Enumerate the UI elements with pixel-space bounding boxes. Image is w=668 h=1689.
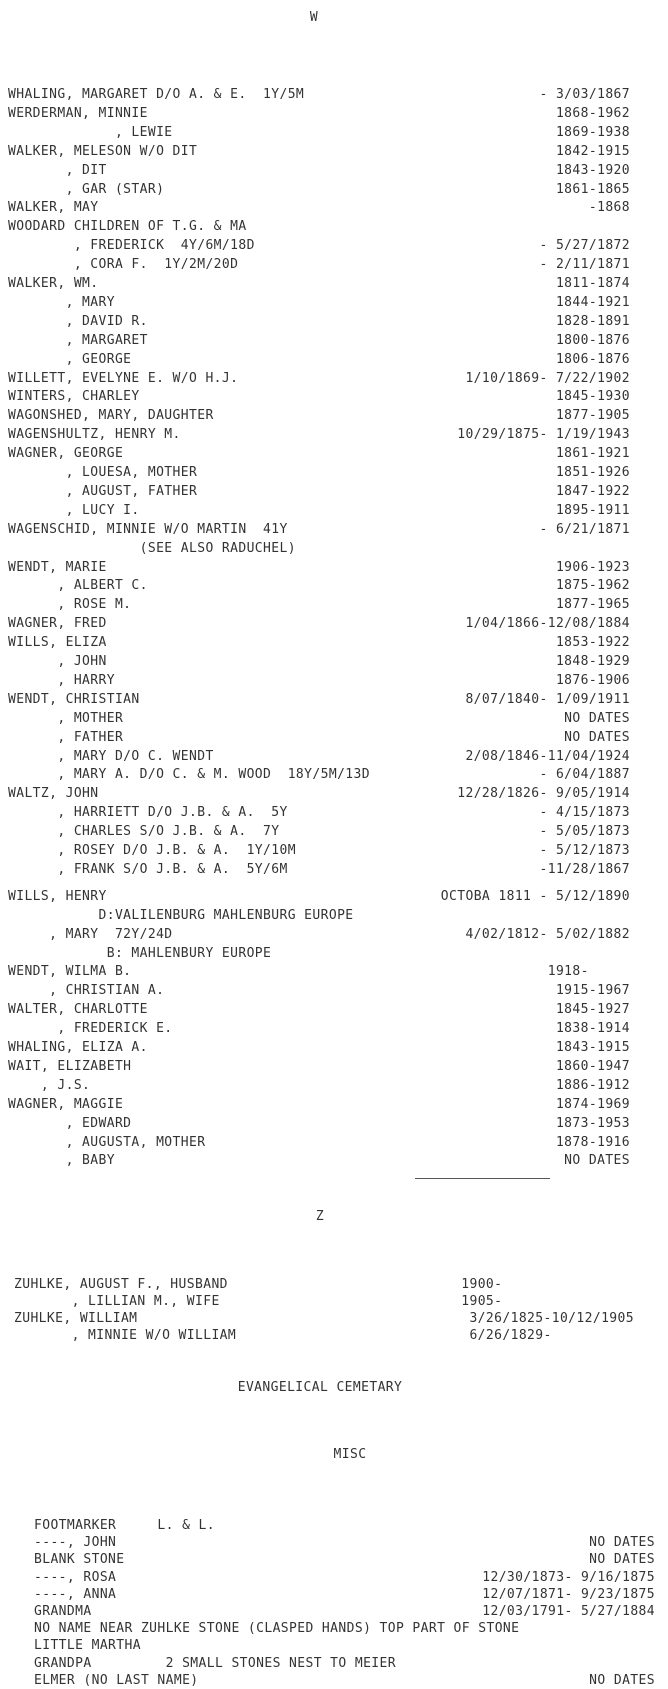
entry-name: , MARY [8, 294, 115, 310]
entry-name: , EDWARD [8, 1115, 132, 1131]
entry-name: WAGENSCHID, MINNIE W/O MARTIN 41Y [8, 521, 288, 537]
entry-dates: - 6/21/1871 [539, 521, 630, 537]
entry-name: BLANK STONE [34, 1552, 125, 1568]
entry-dates: 1877-1905 [555, 408, 630, 424]
cemetery-title: EVANGELICAL CEMETARY [237, 1380, 403, 1395]
entry-name: , CORA F. 1Y/2M/20D [8, 257, 239, 273]
entry-dates: 1895-1911 [555, 502, 630, 518]
entry-name: LITTLE MARTHA [34, 1638, 141, 1654]
entry-name: , ROSE M. [8, 597, 132, 613]
entry-dates: - 2/11/1871 [539, 257, 630, 273]
entry-dates: - 6/04/1887 [539, 767, 630, 783]
entry-dates: 10/29/1875- 1/19/1943 [457, 427, 630, 443]
entry-name: , MINNIE W/O WILLIAM [14, 1328, 237, 1343]
entry-name: WERDERMAN, MINNIE [8, 105, 148, 121]
entry-dates: 1844-1921 [555, 294, 630, 310]
entry-name: , AUGUST, FATHER [8, 483, 198, 499]
entry-name: , CHARLES S/O J.B. & A. 7Y [8, 824, 280, 840]
entry-name: WHALING, MARGARET D/O A. & E. 1Y/5M [8, 87, 305, 102]
entry-name: NO NAME NEAR ZUHLKE STONE (CLASPED HANDS) TOP PART OF STONE [34, 1621, 520, 1637]
section-heading-z: Z [315, 1209, 325, 1224]
entry-dates: 1/10/1869- 7/22/1902 [465, 370, 630, 386]
entry-name: , LILLIAN M., WIFE [14, 1294, 220, 1309]
entry-dates: 6/26/1829- [469, 1328, 634, 1343]
entry-dates: 1900- [461, 1277, 634, 1292]
entry-dates: 1/04/1866-12/08/1884 [465, 616, 630, 632]
entry-dates: 1876-1906 [555, 672, 630, 688]
entry-name: , MARY 72Y/24D [8, 926, 173, 942]
entry-dates: 1845-1927 [555, 1002, 630, 1018]
entry-name: WILLS, ELIZA [8, 635, 107, 651]
entry-dates: 1848-1929 [555, 654, 630, 669]
entry-dates: 1811-1874 [555, 276, 630, 291]
entry-name: , FRANK S/O J.B. & A. 5Y/6M [8, 861, 288, 877]
entry-name: GRANDMA [34, 1604, 92, 1619]
entry-dates: - 5/05/1873 [539, 824, 630, 840]
entry-name: WAGENSHULTZ, HENRY M. [8, 427, 181, 443]
entry-name: , FREDERICK 4Y/6M/18D [8, 238, 255, 254]
entry-dates: 1860-1947 [555, 1058, 630, 1074]
entry-dates: 12/30/1873- 9/16/1875 [482, 1569, 655, 1585]
entry-name: , JOHN [8, 654, 107, 669]
entry-name: , DIT [8, 162, 107, 178]
entry-name: , AUGUSTA, MOTHER [8, 1134, 206, 1150]
entry-dates: 1842-1915 [555, 143, 630, 159]
entry-dates: NO DATES [589, 1535, 655, 1551]
entry-name: WALKER, WM. [8, 276, 99, 291]
entry-name: WILLS, HENRY [8, 888, 107, 904]
entry-name: ----, ANNA [34, 1586, 117, 1602]
entry-dates: 1915-1967 [555, 983, 630, 999]
entry-dates: 1873-1953 [555, 1115, 630, 1131]
entry-name: , MARY A. D/O C. & M. WOOD 18Y/5M/13D [8, 767, 370, 783]
entry-dates: 1886-1912 [555, 1077, 630, 1093]
entry-name: WENDT, CHRISTIAN [8, 691, 140, 707]
entry-dates: 12/03/1791- 5/27/1884 [482, 1604, 655, 1619]
entry-name: WALTZ, JOHN [8, 786, 99, 802]
entry-name: , J.S. [8, 1077, 91, 1093]
entry-name: WHALING, ELIZA A. [8, 1040, 148, 1055]
entry-dates: 1845-1930 [555, 389, 630, 405]
entry-name: WAGNER, FRED [8, 616, 107, 632]
entry-name: FOOTMARKER L. & L. [34, 1518, 215, 1533]
entry-dates: 1861-1921 [555, 446, 630, 462]
entry-name: , MARY D/O C. WENDT [8, 748, 214, 764]
entry-name: , GAR (STAR) [8, 181, 165, 197]
entry-dates: 1838-1914 [555, 1021, 630, 1037]
entry-dates: 1851-1926 [555, 465, 630, 480]
entry-dates: -11/28/1867 [539, 861, 630, 877]
entry-dates: 1878-1916 [555, 1134, 630, 1150]
entry-dates: 4/02/1812- 5/02/1882 [465, 926, 630, 942]
entry-name: , DAVID R. [8, 313, 148, 329]
entry-name: (SEE ALSO RADUCHEL) [8, 540, 296, 556]
entry-name: WAGNER, MAGGIE [8, 1096, 124, 1112]
entry-name: , MARGARET [8, 332, 148, 348]
entry-dates: 1861-1865 [555, 181, 630, 197]
entry-name: WINTERS, CHARLEY [8, 389, 140, 405]
entry-dates: - 3/03/1867 [539, 87, 630, 102]
entry-dates: 2/08/1846-11/04/1924 [465, 748, 630, 764]
entry-dates: 12/28/1826- 9/05/1914 [457, 786, 630, 802]
entry-dates: 1874-1969 [555, 1096, 630, 1112]
section-heading-misc: MISC [333, 1447, 367, 1462]
entry-name: D:VALILENBURG MAHLENBURG EUROPE [8, 907, 354, 923]
entry-dates: 1875-1962 [555, 578, 630, 594]
entry-dates: OCTOBA 1811 - 5/12/1890 [440, 888, 630, 904]
entry-name: , ROSEY D/O J.B. & A. 1Y/10M [8, 843, 296, 858]
section-heading-w: W [309, 10, 319, 25]
entry-name: , FATHER [8, 729, 124, 745]
entry-name: , MOTHER [8, 710, 124, 726]
entry-name: , FREDERICK E. [8, 1021, 173, 1037]
entry-name: WALTER, CHARLOTTE [8, 1002, 148, 1018]
entry-name: ----, JOHN [34, 1535, 117, 1551]
entry-dates: 1806-1876 [555, 351, 630, 367]
entry-name: WENDT, MARIE [8, 559, 107, 575]
entry-name: ELMER (NO LAST NAME) [34, 1672, 199, 1688]
entry-name: WOODARD CHILDREN OF T.G. & MA [8, 219, 247, 235]
entry-name: , HARRIETT D/O J.B. & A. 5Y [8, 805, 288, 821]
entry-dates: 1877-1965 [555, 597, 630, 613]
entry-name: , BABY [8, 1153, 115, 1169]
entry-name: , GEORGE [8, 351, 132, 367]
entry-dates: 1800-1876 [555, 332, 630, 348]
entry-dates: 8/07/1840- 1/09/1911 [465, 691, 630, 707]
entry-name: ----, ROSA [34, 1569, 117, 1585]
entry-name: WAIT, ELIZABETH [8, 1058, 132, 1074]
entry-dates: 1868-1962 [555, 105, 630, 121]
entry-name: ZUHLKE, AUGUST F., HUSBAND [14, 1277, 228, 1292]
entry-dates: -1868 [588, 200, 630, 216]
section-divider [415, 1178, 550, 1179]
entry-dates: NO DATES [589, 1552, 655, 1568]
entry-dates: NO DATES [564, 1153, 630, 1169]
entry-dates: - 5/12/1873 [539, 843, 630, 858]
entry-name: , LUCY I. [8, 502, 140, 518]
entry-dates: 1906-1923 [555, 559, 630, 575]
entry-name: WENDT, WILMA B. [8, 964, 132, 980]
entry-dates: NO DATES [589, 1672, 655, 1688]
entry-dates: 1853-1922 [555, 635, 630, 651]
entry-name: GRANDPA 2 SMALL STONES NEST TO MEIER [34, 1655, 396, 1671]
entry-name: WALKER, MELESON W/O DIT [8, 143, 198, 159]
entry-name: , LEWIE [8, 124, 173, 140]
entry-dates: 12/07/1871- 9/23/1875 [482, 1586, 655, 1602]
entry-name: , CHRISTIAN A. [8, 983, 165, 999]
entry-name: , HARRY [8, 672, 115, 688]
entry-dates: NO DATES [564, 729, 630, 745]
entry-name: , LOUESA, MOTHER [8, 465, 198, 480]
entry-dates: 1918- [547, 964, 630, 980]
entry-name: WALKER, MAY [8, 200, 99, 216]
entry-dates: 1843-1915 [555, 1040, 630, 1055]
entry-dates: - 4/15/1873 [539, 805, 630, 821]
entry-name: ZUHLKE, WILLIAM [14, 1311, 138, 1326]
entry-name: WAGNER, GEORGE [8, 446, 124, 462]
entry-dates: - 5/27/1872 [539, 238, 630, 254]
entry-dates: 1869-1938 [555, 124, 630, 140]
entry-name: WILLETT, EVELYNE E. W/O H.J. [8, 370, 239, 386]
entry-dates: 3/26/1825-10/12/1905 [469, 1311, 634, 1326]
entry-dates: 1828-1891 [555, 313, 630, 329]
entry-dates: NO DATES [564, 710, 630, 726]
entry-name: , ALBERT C. [8, 578, 148, 594]
entry-dates: 1847-1922 [555, 483, 630, 499]
entry-name: WAGONSHED, MARY, DAUGHTER [8, 408, 214, 424]
entry-dates: 1905- [461, 1294, 634, 1309]
entry-name: B: MAHLENBURY EUROPE [8, 945, 272, 961]
entry-dates: 1843-1920 [555, 162, 630, 178]
